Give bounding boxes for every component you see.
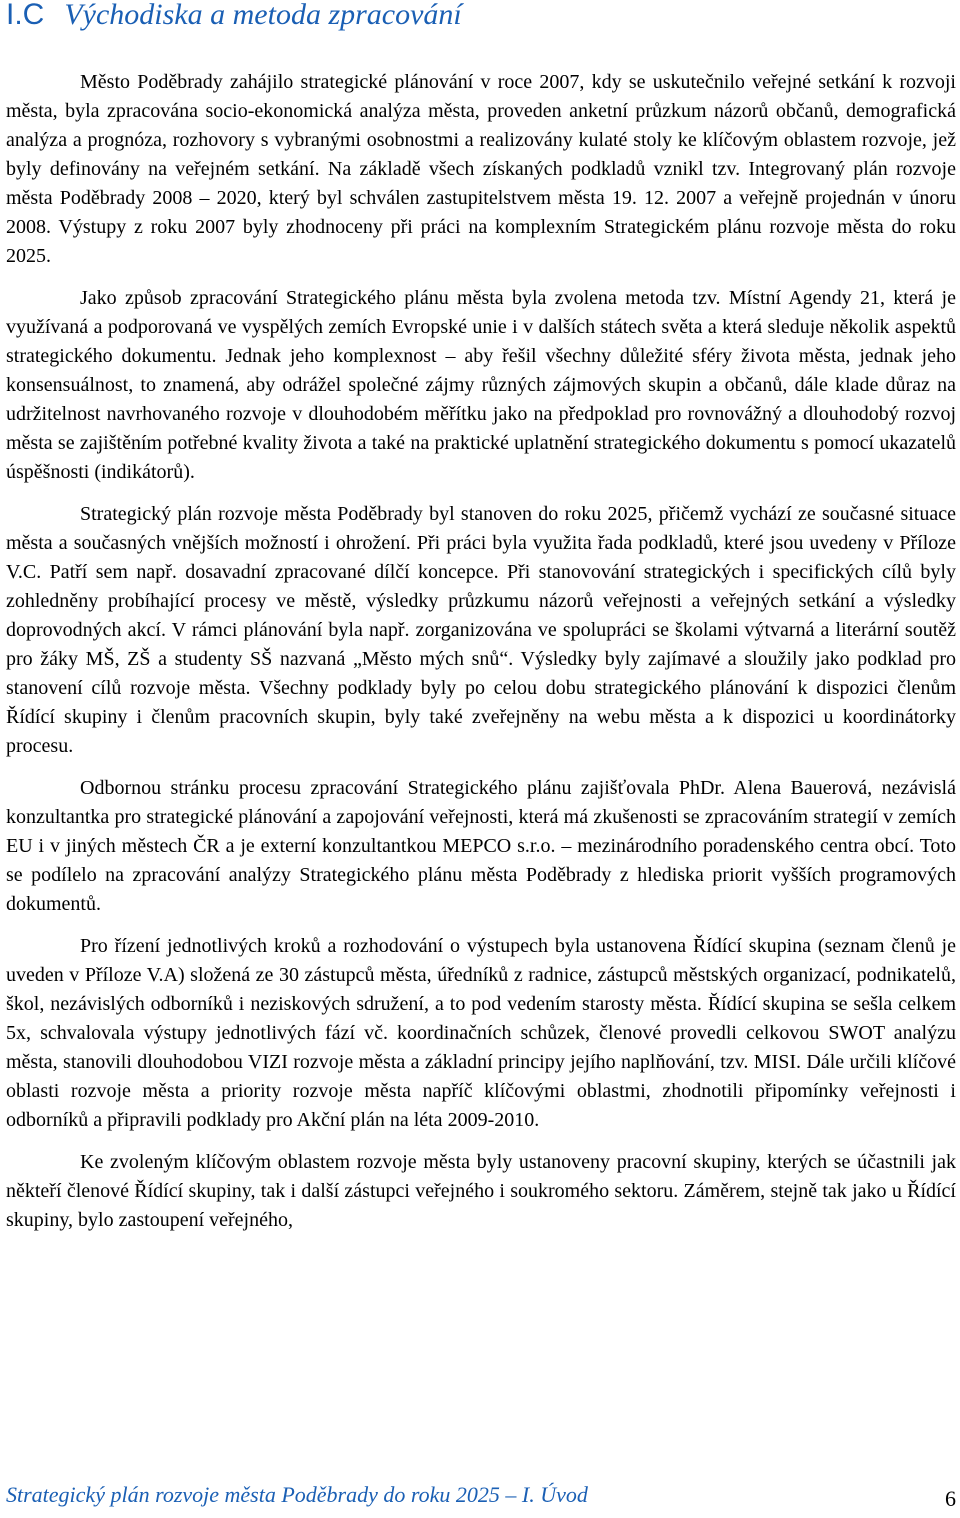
paragraph-6: Ke zvoleným klíčovým oblastem rozvoje města byly ustanoveny pracovní skupiny, kterých se účastnili jak někteří členové Řídící skupiny, tak i další zástupci veřejného i soukromého sektoru. Záměrem, stejně tak jako u Řídící skupiny, bylo zastoupení veřejného, [6,1151,956,1231]
footer-title: Strategický plán rozvoje města Poděbrady do roku 2025 – I. Úvod [6,1482,588,1507]
paragraph-4: Odbornou stránku procesu zpracování Strategického plánu zajišťovala PhDr. Alena Bauerová, nezávislá konzultantka pro strategické plánování a zapojování veřejnosti, která má zkušenosti se zpracováním strategií v zemích EU i v jiných městech ČR a je externí konzultantkou MEPCO s.r.o. – mezinárodního poradenského centra obcí. Toto se podílelo na zpracování analýzy Strategického plánu města Poděbrady z hlediska priorit vyšších programových dokumentů. [6,777,956,915]
paragraph-1: Město Poděbrady zahájilo strategické plánování v roce 2007, kdy se uskutečnilo veřejné setkání k rozvoji města, byla zpracována socio-ekonomická analýza města, proveden anketní průzkum názorů občanů, demografická analýza a prognóza, rozhovory s vybranými osobnostmi a realizovány kulaté stoly ke klíčovým oblastem rozvoje, jež byly definovány na veřejném setkání. Na základě všech získaných podkladů vznikl tzv. Integrovaný plán rozvoje města Poděbrady 2008 – 2020, který byl schválen zastupitelstvem města 19. 12. 2007 a veřejně projednán v únoru 2008. Výstupy z roku 2007 byly zhodnoceny při práci na komplexním Strategickém plánu rozvoje města do roku 2025. [6,71,956,267]
page-number: 6 [945,1486,956,1511]
section-title: Východiska a metoda zpracování [64,0,462,31]
paragraph-2: Jako způsob zpracování Strategického plánu města byla zvolena metoda tzv. Místní Agendy 21, která je využívaná a podporovaná ve vyspělých zemích Evropské unie i v dalších státech světa a která sleduje několik aspektů strategického dokumentu. Jednak jeho komplexnost – aby řešil všechny důležité sféry života města, jednak jeho konsensuálnost, to znamená, aby odrážel společné zájmy různých zájmových skupin a občanů, dále klade důraz na udržitelnost navrhovaného rozvoje v dlouhodobém měřítku jako na předpoklad pro rovnovážný a dlouhodobý rozvoj města se zajištěním potřebné kvality života a také na praktické uplatnění strategického dokumentu s pomocí ukazatelů úspěšnosti (indikátorů). [6,287,956,483]
paragraph-3: Strategický plán rozvoje města Poděbrady byl stanoven do roku 2025, přičemž vychází ze současné situace města a současných vnějších možností i ohrožení. Při práci byla využita řada podkladů, které jsou uvedeny v Příloze V.C. Patří sem např. dosavadní zpracované dílčí koncepce. Při stanovování strategických i specifických cílů byly zohledněny probíhající procesy ve městě, výsledky průzkumu názorů veřejnosti a veřejných setkání a výsledky doprovodných akcí. V rámci plánování byla např. zorganizována ve spolupráci se školami výtvarná a literární soutěž pro žáky MŠ, ZŠ a studenty SŠ nazvaná „Město mých snů“. Výsledky byly zajímavé a sloužily jako podklad pro stanovení cílů rozvoje města. Všechny podklady byly po celou dobu strategického plánování k dispozici členům Řídící skupiny i členům pracovních skupin, byly také zveřejněny na webu města a k dispozici u koordinátorky procesu. [6,503,956,757]
body-text [6,68,956,1248]
section-heading [6,0,462,32]
page-footer [6,1482,956,1516]
paragraph-5: Pro řízení jednotlivých kroků a rozhodování o výstupech byla ustanovena Řídící skupina (seznam členů je uveden v Příloze V.A) složená ze 30 zástupců města, úředníků z radnice, zástupců městských organizací, podnikatelů, škol, nezávislých odborníků i neziskových sdružení, a to pod vedením starosty města. Řídící skupina se sešla celkem 5x, schvalovala výstupy jednotlivých fází vč. koordinačních schůzek, členové provedli celkovou SWOT analýzu města, stanovili dlouhodobou VIZI rozvoje města a základní principy jejího naplňování, tzv. MISI. Dále určili klíčové oblasti rozvoje města a priority rozvoje města napříč klíčovými oblastmi, zhodnotili připomínky veřejnosti i odborníků a připravili podklady pro Akční plán na léta 2009-2010. [6,935,956,1131]
section-number: I.C [6,0,45,31]
